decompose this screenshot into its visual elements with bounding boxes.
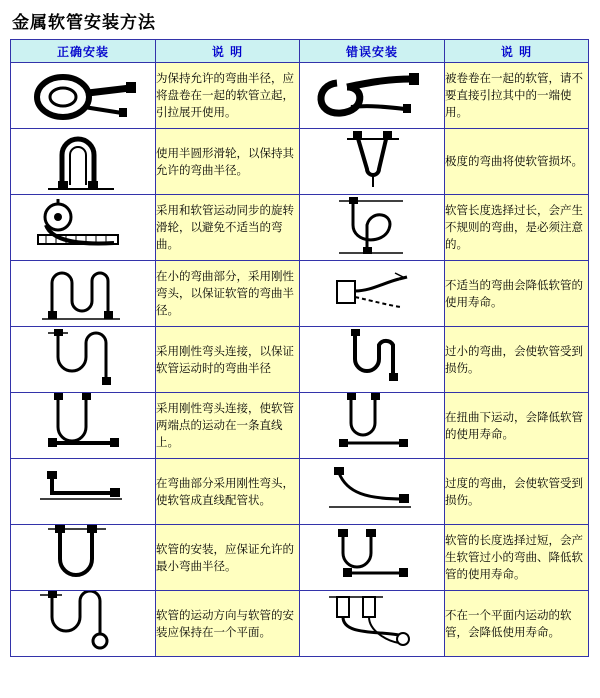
desc-cell-wrong: 在扭曲下运动，会降低软管的使用寿命。 xyxy=(445,393,589,459)
desc-cell-correct: 使用半圆形滑轮，以保持其允许的弯曲半径。 xyxy=(156,129,300,195)
long-hose-irregular-bend-wrong-icon xyxy=(300,195,444,260)
table-row xyxy=(11,459,589,525)
figure-cell-wrong xyxy=(300,261,445,327)
figure-cell-correct xyxy=(11,195,156,261)
desc-cell-correct: 软管的安装，应保证允许的最小弯曲半径。 xyxy=(156,525,300,591)
desc-cell-wrong: 被卷卷在一起的软管，请不要直接引拉其中的一端使用。 xyxy=(445,63,589,129)
rigid-elbow-small-bend-correct-icon xyxy=(11,261,155,326)
figure-cell-wrong xyxy=(300,459,445,525)
header-wrong-install: 错误安装 xyxy=(300,40,445,63)
installation-methods-table xyxy=(10,39,589,657)
rigid-elbow-connection-correct-icon xyxy=(11,327,155,392)
table-row xyxy=(11,129,589,195)
excessive-bend-wrong-icon xyxy=(300,459,444,524)
header-wrong-desc: 说 明 xyxy=(445,40,589,63)
figure-cell-correct xyxy=(11,525,156,591)
desc-cell-wrong: 过小的弯曲，会使软管受到损伤。 xyxy=(445,327,589,393)
improper-bend-wrong-icon xyxy=(300,261,444,326)
sharp-bend-wrong-icon xyxy=(300,129,444,194)
figure-cell-correct xyxy=(11,129,156,195)
desc-cell-correct: 为保持允许的弯曲半径，应将盘卷在一起的软管立起，引拉展开使用。 xyxy=(156,63,300,129)
figure-cell-wrong xyxy=(300,63,445,129)
rigid-elbow-straight-line-correct-icon xyxy=(11,393,155,458)
desc-cell-correct: 在小的弯曲部分，采用刚性弯头，以保证软管的弯曲半径。 xyxy=(156,261,300,327)
min-bend-radius-install-correct-icon xyxy=(11,525,155,590)
figure-cell-wrong xyxy=(300,195,445,261)
too-small-bend-wrong-icon xyxy=(300,327,444,392)
table-body xyxy=(11,63,589,657)
figure-cell-correct xyxy=(11,459,156,525)
page-title: 金属软管安装方法 xyxy=(12,13,156,33)
table-row xyxy=(11,525,589,591)
desc-cell-wrong: 软管的长度选择过短，会产生软管过小的弯曲、降低软管的使用寿命。 xyxy=(445,525,589,591)
desc-cell-correct: 软管的运动方向与软管的安装应保持在一个平面。 xyxy=(156,591,300,657)
desc-cell-wrong: 软管长度选择过长，会产生不规则的弯曲，是必须注意的。 xyxy=(445,195,589,261)
desc-cell-wrong: 不在一个平面内运动的软管，会降低使用寿命。 xyxy=(445,591,589,657)
figure-cell-wrong xyxy=(300,327,445,393)
desc-cell-wrong: 极度的弯曲将使软管损坏。 xyxy=(445,129,589,195)
table-row xyxy=(11,393,589,459)
table-header xyxy=(11,40,589,63)
coiled-hose-pulled-wrong-icon xyxy=(300,63,444,128)
header-correct-desc: 说 明 xyxy=(156,40,300,63)
desc-cell-wrong: 过度的弯曲，会使软管受到损伤。 xyxy=(445,459,589,525)
semicircular-sheave-correct-icon xyxy=(11,129,155,194)
figure-cell-correct xyxy=(11,393,156,459)
rigid-elbow-straight-piping-correct-icon xyxy=(11,459,155,524)
torsion-motion-wrong-icon xyxy=(300,393,444,458)
same-plane-motion-correct-icon xyxy=(11,591,155,656)
desc-cell-correct: 采用刚性弯头连接，以保证软管运动时的弯曲半径 xyxy=(156,327,300,393)
out-of-plane-motion-wrong-icon xyxy=(300,591,444,656)
figure-cell-correct xyxy=(11,261,156,327)
table-row xyxy=(11,195,589,261)
figure-cell-wrong xyxy=(300,129,445,195)
desc-cell-wrong: 不适当的弯曲会降低软管的使用寿命。 xyxy=(445,261,589,327)
coiled-hose-reel-correct-icon xyxy=(11,63,155,128)
header-correct-install: 正确安装 xyxy=(11,40,156,63)
rotating-sheave-chain-correct-icon xyxy=(11,195,155,260)
header-row xyxy=(11,40,589,63)
desc-cell-correct: 采用和软管运动同步的旋转滑轮，以避免不适当的弯曲。 xyxy=(156,195,300,261)
figure-cell-correct xyxy=(11,63,156,129)
figure-cell-correct xyxy=(11,591,156,657)
figure-cell-wrong xyxy=(300,591,445,657)
table-row xyxy=(11,63,589,129)
table-row xyxy=(11,327,589,393)
desc-cell-correct: 采用刚性弯头连接，使软管两端点的运动在一条直线上。 xyxy=(156,393,300,459)
desc-cell-correct: 在弯曲部分采用刚性弯头，使软管成直线配管状。 xyxy=(156,459,300,525)
table-row xyxy=(11,591,589,657)
too-long-hose-wrong-icon xyxy=(300,525,444,590)
table-row xyxy=(11,261,589,327)
figure-cell-wrong xyxy=(300,525,445,591)
figure-cell-wrong xyxy=(300,393,445,459)
figure-cell-correct xyxy=(11,327,156,393)
